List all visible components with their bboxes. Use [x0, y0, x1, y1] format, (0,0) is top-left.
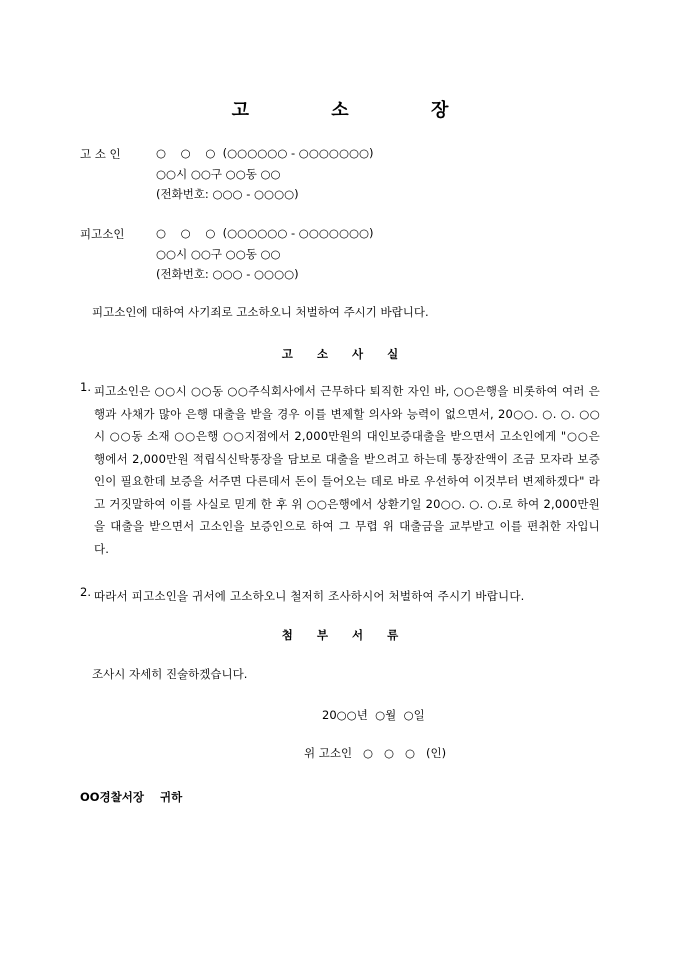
facts-item-1 — [80, 380, 600, 560]
complaint-request: 피고소인에 대하여 사기죄로 고소하오니 처벌하여 주시기 바랍니다. — [92, 305, 429, 319]
complainant-label: 고 소 인 — [80, 147, 121, 161]
complainant-phone: (전화번호: ○○○ - ○○○○) — [156, 187, 299, 201]
facts-item-number: 2. — [80, 585, 91, 599]
recipient: OO경찰서장 귀하 — [80, 790, 183, 804]
accused-phone: (전화번호: ○○○ - ○○○○) — [156, 267, 299, 281]
complainant-address: ○○시 ○○구 ○○동 ○○ — [156, 167, 281, 181]
accused-label: 피고소인 — [80, 227, 125, 241]
attachments-heading: 첨 부 서 류 — [281, 628, 409, 642]
complainant-name-line: ○ ○ ○ (○○○○○○ - ○○○○○○○) — [156, 146, 374, 160]
document-date: 20○○년 ○월 ○일 — [322, 708, 425, 722]
complainant-signature: 위 고소인 ○ ○ ○ (인) — [304, 746, 447, 760]
facts-item-number: 1. — [80, 380, 91, 394]
accused-name-line: ○ ○ ○ (○○○○○○ - ○○○○○○○) — [156, 226, 374, 240]
document-title: 고 소 장 — [231, 100, 487, 121]
accused-address: ○○시 ○○구 ○○동 ○○ — [156, 247, 281, 261]
facts-item-text: 따라서 피고소인을 귀서에 고소하오니 철저히 조사하시어 처벌하여 주시기 바랍니다. — [94, 589, 525, 603]
facts-heading: 고 소 사 실 — [281, 347, 409, 361]
facts-item-2 — [80, 585, 600, 608]
facts-item-text: 피고소인은 ○○시 ○○동 ○○주식회사에서 근무하다 퇴직한 자인 바, ○○은행을 비롯하여 여러 은행과 사채가 많아 은행 대출을 받을 경우 이를 변제할 의사와 능력이 없으면서, 20○○. ○. ○. ○○시 ○○동 소재 ○○은행 ○○지점에서 2,000만원의 대인보증대출을 받으면서 고소인에게 "○○은행에서 2,000만원 적립식신탁통장을 담보로 대출을 받으려고 하는데 통장잔액이 조금 모자라 보증인이 필요한데 보증을 서주면 다른데서 돈이 들어오는 데로 바로 우선하여 이것부터 변제하겠다" 라고 거짓말하여 이를 사실로 믿게 한 후 위 ○○은행에서 상환기일 20○○. ○. ○.로 하여 2,000만원을 대출을 받으면서 고소인을 보증인으로 하여 그 무렵 위 대출금을 교부받고 이를 편취한 자입니다. — [94, 384, 600, 556]
attachments-note: 조사시 자세히 진술하겠습니다. — [92, 667, 248, 681]
